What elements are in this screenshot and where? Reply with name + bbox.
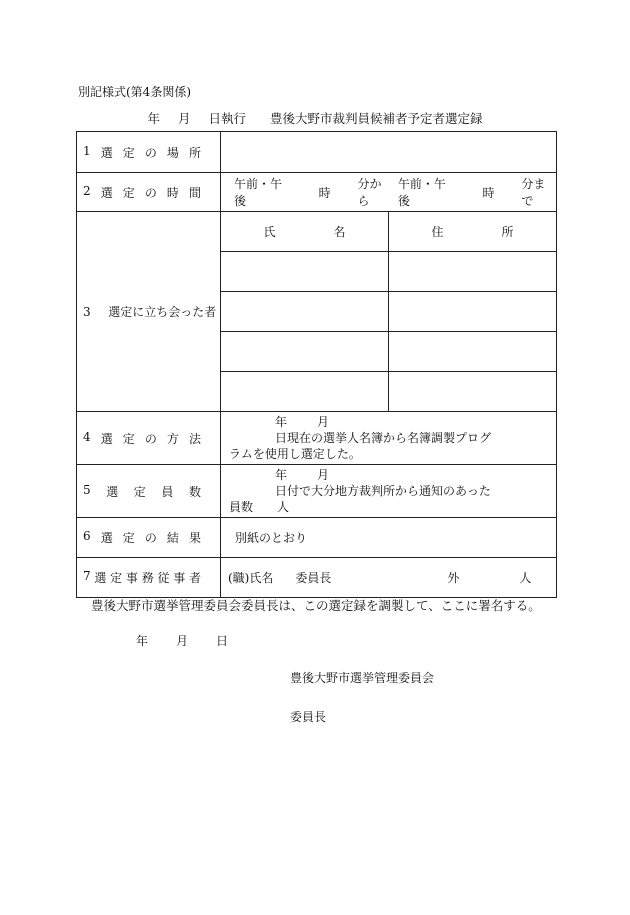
date-year: 年 bbox=[136, 634, 149, 648]
label-char: 選 bbox=[94, 571, 107, 585]
place-value-cell[interactable] bbox=[221, 132, 557, 173]
label-char: 間 bbox=[188, 185, 201, 200]
title-month: 月 bbox=[177, 111, 191, 126]
witness-name-cell[interactable] bbox=[221, 372, 389, 412]
label-char: 選 bbox=[100, 431, 113, 446]
label-char: 所 bbox=[188, 145, 201, 160]
witness-address-cell[interactable] bbox=[389, 252, 557, 292]
ampm-start: 午前・午後 bbox=[234, 177, 283, 208]
label-char: の bbox=[144, 145, 157, 160]
col-header-name bbox=[221, 212, 389, 252]
count-month: 月 bbox=[317, 468, 330, 482]
date-day: 日 bbox=[216, 634, 229, 648]
label-char: 選 bbox=[100, 185, 113, 200]
count-value-cell bbox=[221, 465, 557, 518]
staff-others: 外 bbox=[447, 571, 460, 585]
witnesses-label: 選定に立ち会った者 bbox=[108, 305, 217, 319]
form-label: 別記様式(第4条関係) bbox=[78, 85, 191, 99]
label-char: 定 bbox=[133, 484, 146, 499]
label-char: 結 bbox=[166, 531, 179, 545]
label-char: 法 bbox=[188, 431, 201, 446]
label-char: 員 bbox=[161, 484, 174, 499]
count-text2a: 員数 bbox=[229, 500, 254, 514]
label-char: 事 bbox=[173, 571, 186, 585]
row-num: 7 bbox=[83, 569, 91, 583]
label-char: 定 bbox=[110, 571, 123, 585]
witness-address-cell[interactable] bbox=[389, 292, 557, 332]
label-char: 選 bbox=[100, 531, 113, 545]
method-month: 月 bbox=[317, 415, 330, 429]
method-year: 年 bbox=[275, 415, 288, 429]
selection-record-table bbox=[76, 131, 557, 598]
label-char: 定 bbox=[122, 145, 135, 160]
row-num: 2 bbox=[83, 183, 91, 198]
label-char: 定 bbox=[122, 185, 135, 200]
title-year: 年 bbox=[147, 111, 160, 126]
method-value-cell bbox=[221, 412, 557, 465]
row-result bbox=[77, 518, 557, 558]
col-name-char: 名 bbox=[333, 225, 346, 239]
title-main: 豊後大野市裁判員候補者予定者選定録 bbox=[269, 111, 483, 126]
result-value-cell bbox=[221, 518, 557, 558]
row-num: 6 bbox=[83, 529, 91, 543]
row-num: 3 bbox=[83, 305, 91, 319]
row-count-label bbox=[77, 465, 221, 518]
row-num: 4 bbox=[83, 429, 91, 444]
col-address-char: 住 bbox=[431, 225, 444, 239]
witness-name-cell[interactable] bbox=[221, 252, 389, 292]
witness-name-cell[interactable] bbox=[221, 332, 389, 372]
chair-signature[interactable]: 委員長 bbox=[290, 710, 327, 724]
time-value-cell[interactable] bbox=[221, 173, 557, 212]
place-value bbox=[221, 145, 234, 159]
witness-address-cell[interactable] bbox=[389, 372, 557, 412]
row-method-label bbox=[77, 412, 221, 465]
title-day-exec: 日執行 bbox=[208, 111, 246, 126]
row-place-label bbox=[77, 132, 221, 173]
row-place bbox=[77, 132, 557, 173]
document-title bbox=[0, 109, 630, 127]
min-end: 分まで bbox=[521, 177, 546, 208]
count-text1: 日付で大分地方裁判所から通知のあった bbox=[275, 484, 491, 498]
count-year: 年 bbox=[275, 468, 288, 482]
col-address-char: 所 bbox=[501, 225, 514, 239]
label-char: 事 bbox=[125, 571, 138, 585]
row-staff bbox=[77, 558, 557, 598]
date-month: 月 bbox=[176, 634, 189, 648]
staff-position: (職)氏名 bbox=[228, 571, 274, 585]
label-char: 選 bbox=[106, 484, 119, 499]
label-char: 定 bbox=[122, 531, 135, 545]
date-line bbox=[136, 632, 228, 649]
label-char: 数 bbox=[188, 484, 201, 499]
staff-value-cell[interactable] bbox=[221, 558, 557, 598]
label-char: の bbox=[144, 185, 157, 200]
row-method bbox=[77, 412, 557, 465]
ampm-end: 午前・午後 bbox=[397, 177, 446, 208]
row-time-label bbox=[77, 173, 221, 212]
label-char: 果 bbox=[188, 531, 201, 545]
method-text2: ラムを使用し選定した。 bbox=[229, 447, 361, 461]
label-char: 方 bbox=[166, 431, 179, 446]
min-start: 分から bbox=[357, 177, 382, 208]
staff-chair: 委員長 bbox=[295, 571, 332, 585]
row-witnesses-header bbox=[77, 212, 557, 252]
hour-start: 時 bbox=[318, 185, 331, 200]
col-name-char: 氏 bbox=[263, 225, 276, 239]
staff-persons: 人 bbox=[519, 571, 532, 585]
label-char: 場 bbox=[166, 145, 179, 160]
count-text2b: 人 bbox=[277, 500, 290, 514]
label-char: 時 bbox=[166, 185, 179, 200]
hour-end: 時 bbox=[482, 185, 495, 200]
row-time bbox=[77, 173, 557, 212]
witness-name-cell[interactable] bbox=[221, 292, 389, 332]
col-header-address bbox=[389, 212, 557, 252]
witness-address-cell[interactable] bbox=[389, 332, 557, 372]
method-text1: 日現在の選挙人名簿から名簿調製プログ bbox=[275, 431, 492, 445]
label-char: 者 bbox=[188, 571, 201, 585]
label-char: 選 bbox=[100, 145, 113, 160]
result-value: 別紙のとおり bbox=[235, 531, 308, 545]
label-char: の bbox=[144, 431, 157, 446]
row-count bbox=[77, 465, 557, 518]
committee-name: 豊後大野市選挙管理委員会 bbox=[290, 671, 435, 685]
signature-statement: 豊後大野市選挙管理委員会委員長は、この選定録を調製して、ここに署名する。 bbox=[91, 598, 541, 613]
label-char: の bbox=[144, 531, 157, 545]
row-num: 5 bbox=[83, 482, 91, 497]
row-staff-label bbox=[77, 558, 221, 598]
label-char: 務 bbox=[141, 571, 154, 585]
row-witnesses-label bbox=[77, 212, 221, 412]
label-char: 定 bbox=[122, 431, 135, 446]
label-char: 従 bbox=[157, 571, 170, 585]
row-num: 1 bbox=[83, 143, 91, 158]
row-result-label bbox=[77, 518, 221, 558]
